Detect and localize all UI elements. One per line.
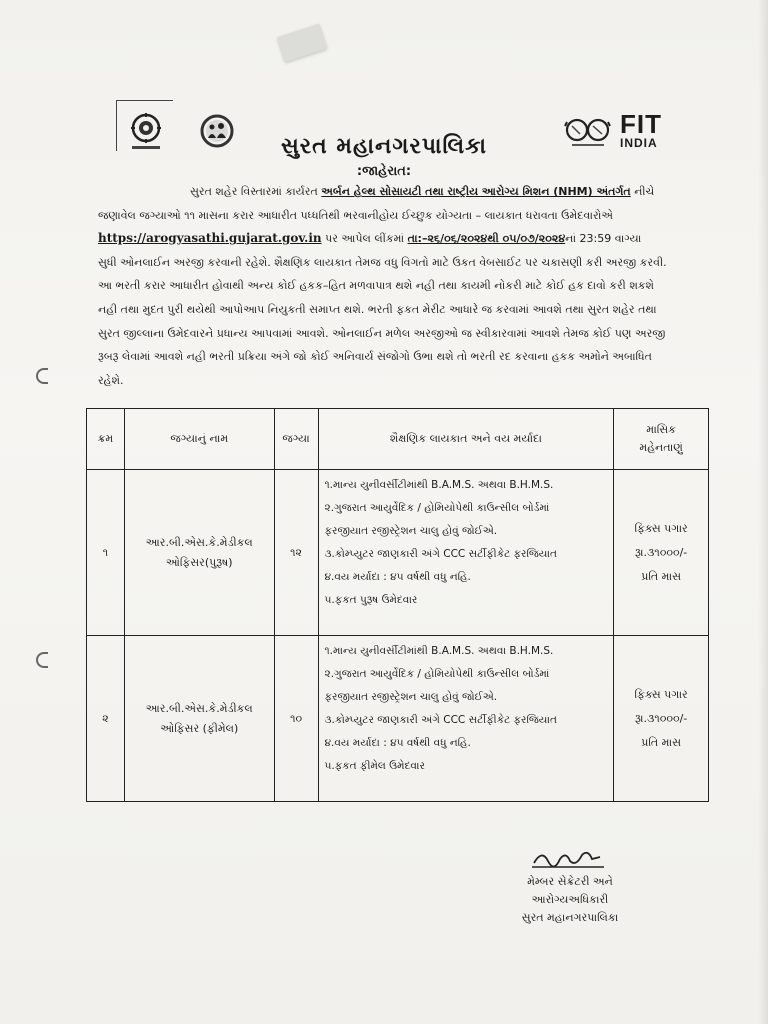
application-dates: તા:–૨૬/૦૬/૨૦૨૪થી ૦૫/૦૭/૨૦૨૪ [407, 232, 566, 246]
qual-line: ૨.ગુજરાત આયુર્વેદિક / હોમિયોપેથી કાઉન્સીલ બોર્ડમાં [324, 502, 550, 514]
intro-line: આ ભરતી કરાર આધારીત હોવાથી અન્ય કોઈ હકક–હિત મળવાપાત્ર થશે નહી તથા કાયમી નોકરી માટે કોઈ હક દાવો કરી શકશે [98, 279, 655, 293]
intro-line: સુધી ઓનલાઈન અરજી કરવાની રહેશે. શૈક્ષણિક લાયકાત તેમજ વધુ વિગતો માટે ઉકત વેબસાઈટ પર ચકાસણી કરી અરજી કરવી. [98, 255, 667, 269]
punch-hole [36, 368, 48, 384]
salary-line: ફિક્સ પગાર [634, 521, 688, 535]
row-salary [614, 636, 709, 802]
header-salary [614, 409, 709, 470]
qual-line: ફરજીયાત રજીસ્ટ્રેશન ચાલુ હોવું જોઈએ. [324, 691, 498, 703]
vacancy-table [86, 408, 709, 802]
page-title: સુરત મહાનગરપાલિકા [280, 134, 488, 159]
intro-line: સુરત જીલ્લાના ઉમેદવારને પ્રધાન્ય આપવામાં આવશે. ઓનલાઈન મળેલ અરજીઓ જ સ્વીકારવામાં આવશે તેમજ કોઈ પણ અરજી [98, 326, 666, 340]
signature-block [490, 845, 650, 927]
row-sr: ૨ [87, 636, 125, 802]
salary-line: પ્રતિ માસ [641, 569, 681, 583]
header-qualification: શૈક્ષણિક લાયકાત અને વય મર્યાદા [318, 409, 614, 470]
qual-line: ૪.વય મર્યાદા : ૪૫ વર્ષથી વધુ નહિ. [324, 737, 471, 749]
qual-line: ૧.માન્ય યુનીવર્સીટીમાંથી B.A.M.S. અથવા B.H.M.S. [324, 479, 554, 491]
intro-line: નહી તથા મુદત પુરી થયેથી આપોઆપ નિયુકતી સમાપ્ત થશે. ભરતી ફકત મેરીટ આધારે જ કરવામાં આવશે તથા સુરત શહેર તથા [98, 302, 657, 316]
salary-line: રૂા.૩૧૦૦૦/- [634, 545, 688, 559]
qual-line: ૩.કોમ્પ્યુટર જાણકારી અંગે CCC સર્ટીફીકેટ ફરજિયાત [324, 548, 557, 560]
intro-text: પર આપેલ લીંકમાં [321, 232, 408, 246]
intro-text: સુરત શહેર વિસ્તારમાં કાર્યરત [190, 185, 322, 198]
handwritten-signature-icon [530, 845, 610, 873]
post-line: ઓફિસર(પુરૂષ) [165, 555, 233, 569]
row-post [124, 636, 274, 802]
qual-line: ૩.કોમ્પ્યુટર જાણકારી અંગે CCC સર્ટીફીકેટ ફરજિયાત [324, 714, 557, 726]
header-vacancy: જગ્યા [274, 409, 318, 470]
post-line: ઓફિસર (ફીમેલ) [160, 721, 239, 735]
intro-line [98, 180, 710, 204]
header-salary-line: માસિક [646, 423, 676, 436]
row-salary [614, 470, 709, 636]
row-sr: ૧ [87, 470, 125, 636]
intro-line [98, 227, 710, 251]
post-line: આર.બી.એસ.કે.મેડીકલ [145, 535, 253, 549]
salary-line: રૂા.૩૧૦૦૦/- [634, 711, 688, 725]
signatory-role: આરોગ્યઅધિકારી [531, 893, 609, 906]
header-sr: ક્રમ [87, 409, 125, 470]
table-header-row [87, 409, 709, 470]
notice-heading: :જાહેરાત: [356, 164, 412, 179]
table-row [87, 470, 709, 636]
row-vacancy: ૧૦ [274, 636, 318, 802]
qual-line: ૧.માન્ય યુનીવર્સીટીમાંથી B.A.M.S. અથવા B.H.M.S. [324, 645, 554, 657]
row-post [124, 470, 274, 636]
row-vacancy: ૧૨ [274, 470, 318, 636]
qual-line: ૫.ફકત પુરૂષ ઉમેદવાર [324, 594, 418, 606]
qual-line: ૪.વય મર્યાદા : ૪૫ વર્ષથી વધુ નહિ. [324, 571, 471, 583]
punch-hole [36, 652, 48, 668]
table-row [87, 636, 709, 802]
intro-line: રૂબરૂ લેવામાં આવશે નહી ભરતી પ્રક્રિયા અંગે જો કોઈ અનિવાર્ય સંજોગો ઉભા થશે તો ભરતી રદ કરવાના હકક અમોને અબાધિત [98, 350, 652, 364]
salary-line: ફિક્સ પગાર [634, 687, 688, 701]
intro-text: નીચે [630, 185, 655, 198]
intro-line: રહેશે. [98, 373, 124, 387]
header-salary-line: મહેનતાણું [639, 441, 683, 454]
qual-line: ૫.ફકત ફીમેલ ઉમેદવાર [324, 760, 425, 772]
signatory-org: સુરત મહાનગરપાલિકા [521, 911, 619, 924]
header-post: જગ્યાનું નામ [124, 409, 274, 470]
intro-highlight: અર્બન હેલ્થ સોસાયટી તથા રાષ્ટ્રીય આરોગ્ય મિશન (NHM) અંતર્ગત [321, 185, 631, 198]
row-qualification [318, 636, 614, 802]
fit-logo-text: FIT [620, 109, 662, 139]
salary-line: પ્રતિ માસ [641, 735, 681, 749]
intro-text: નાં 23:59 વાગ્યા [565, 232, 642, 246]
signatory-title: મેમ્બર સેક્રેટરી અને [527, 875, 613, 888]
qual-line: ફરજીયાત રજીસ્ટ્રેશન ચાલુ હોવું જોઈએ. [324, 525, 498, 537]
india-logo-text: INDIA [620, 136, 658, 150]
intro-line: જણાવેલ જગ્યાઓ ૧૧ માસના કરાર આધારીત પધ્ધતિથી ભરવાનીહોય ઈચ્છુક યોગ્યતા – લાયકાત ધરાવતા ઉમેદવારોએ [98, 208, 613, 222]
arogyasathi-link[interactable]: https://arogyasathi.gujarat.gov.in [98, 231, 322, 246]
qual-line: ૨.ગુજરાત આયુર્વેદિક / હોમિયોપેથી કાઉન્સીલ બોર્ડમાં [324, 668, 550, 680]
paper-fold [277, 24, 327, 62]
row-qualification [318, 470, 614, 636]
notice-paragraph [98, 180, 710, 392]
post-line: આર.બી.એસ.કે.મેડીકલ [145, 701, 253, 715]
